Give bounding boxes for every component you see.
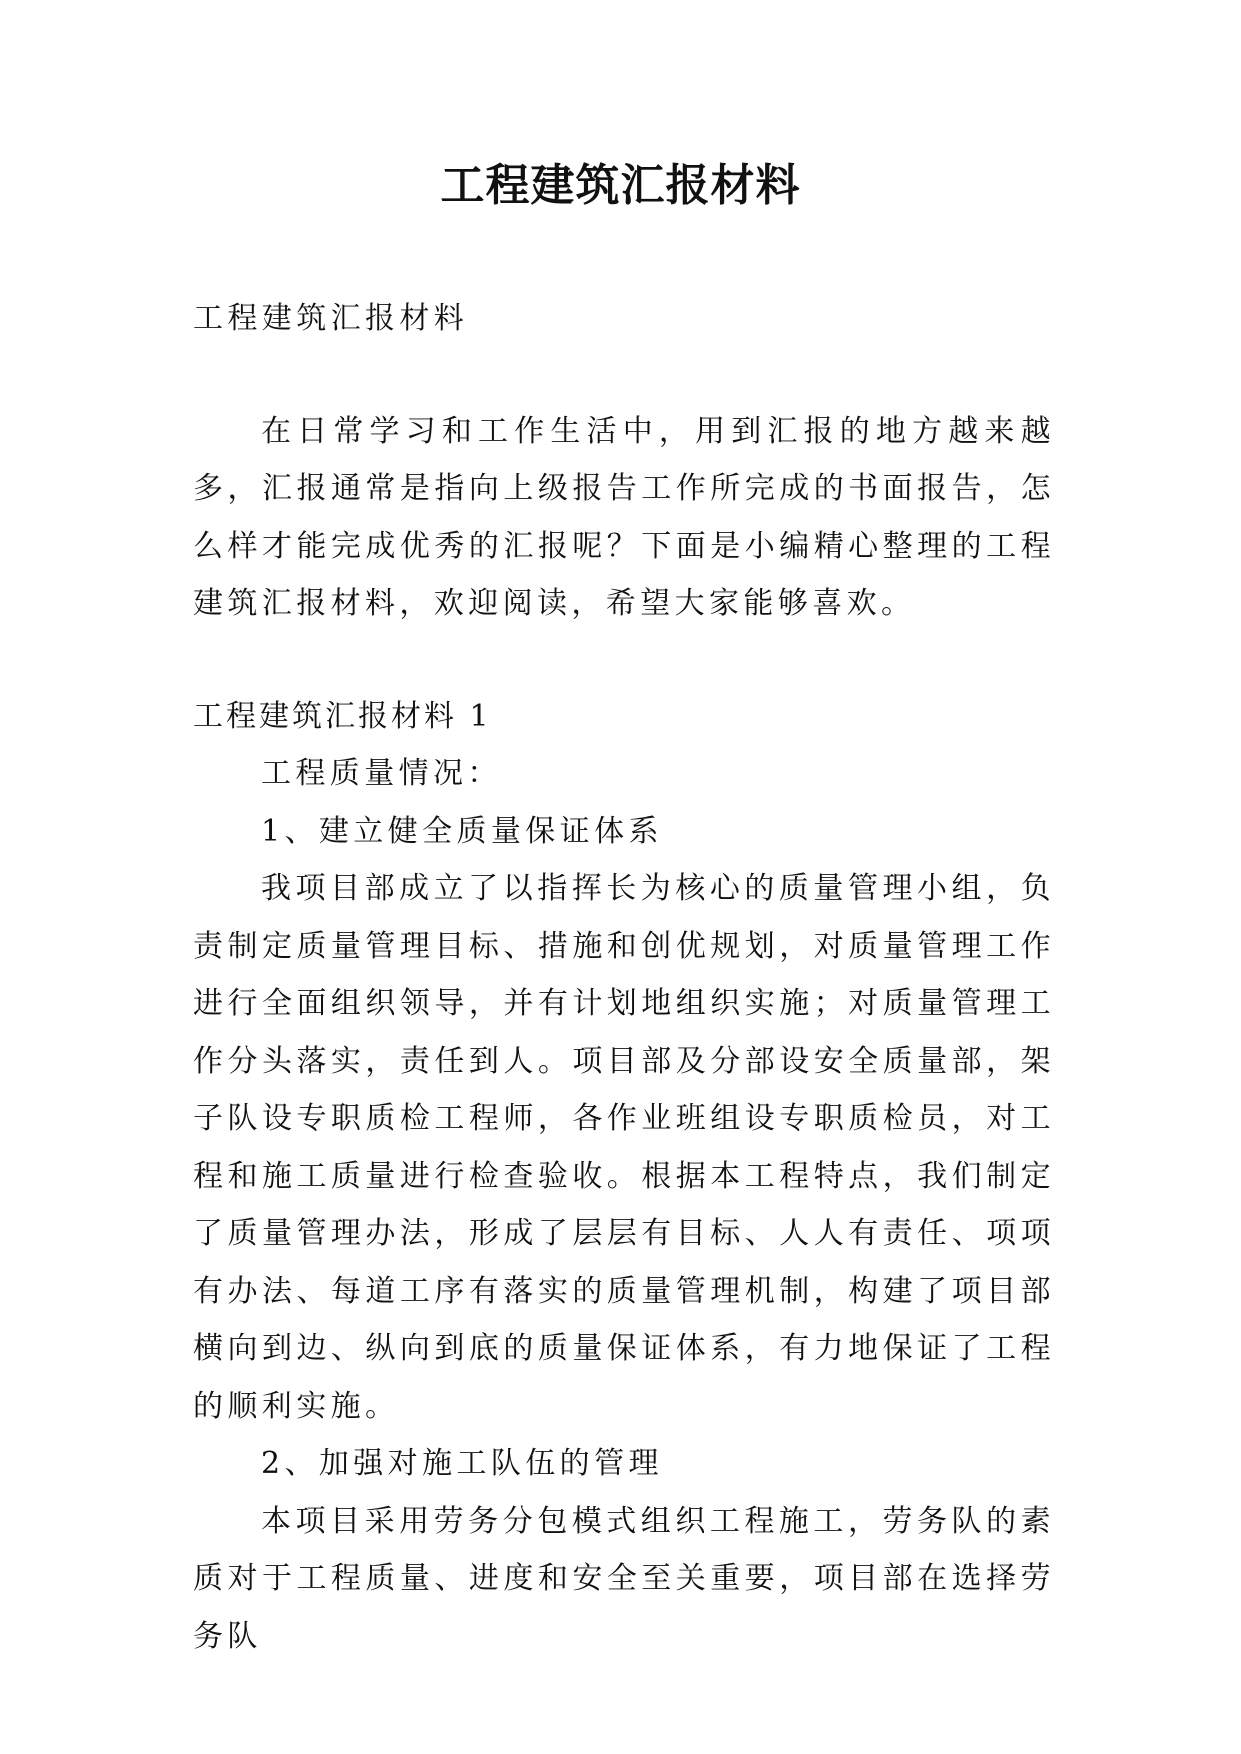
intro-paragraph: 在日常学习和工作生活中，用到汇报的地方越来越多，汇报通常是指向上级报告工作所完成的书面报告，怎么样才能完成优秀的汇报呢？下面是小编精心整理的工程建筑汇报材料，欢迎阅读，希望大家能够喜欢。 <box>193 413 1055 621</box>
item1-paragraph: 我项目部成立了以指挥长为核心的质量管理小组，负责制定质量管理目标、措施和创优规划，对质量管理工作进行全面组织领导，并有计划地组织实施；对质量管理工作分头落实，责任到人。项目部及分部设安全质量部，架子队设专职质检工程师，各作业班组设专职质检员，对工程和施工质量进行检查验收。根据本工程特点，我们制定了质量管理办法，形成了层层有目标、人人有责任、项项有办法、每道工序有落实的质量管理机制，构建了项目部横向到边、纵向到底的质量保证体系，有力地保证了工程的顺利实施。 <box>193 871 1055 1424</box>
document-title: 工程建筑汇报材料 <box>440 160 801 211</box>
section-heading: 工程建筑汇报材料 1 <box>193 698 492 734</box>
item1-heading: 1、建立健全质量保证体系 <box>261 813 663 849</box>
item2-paragraph: 本项目采用劳务分包模式组织工程施工，劳务队的素质对于工程质量、进度和安全至关重要，项目部在选择劳务队 <box>193 1503 1055 1654</box>
item2-heading: 2、加强对施工队伍的管理 <box>261 1446 663 1481</box>
document-body <box>193 290 1055 1665</box>
quality-heading: 工程质量情况： <box>261 756 502 791</box>
document-subtitle: 工程建筑汇报材料 <box>193 301 469 336</box>
